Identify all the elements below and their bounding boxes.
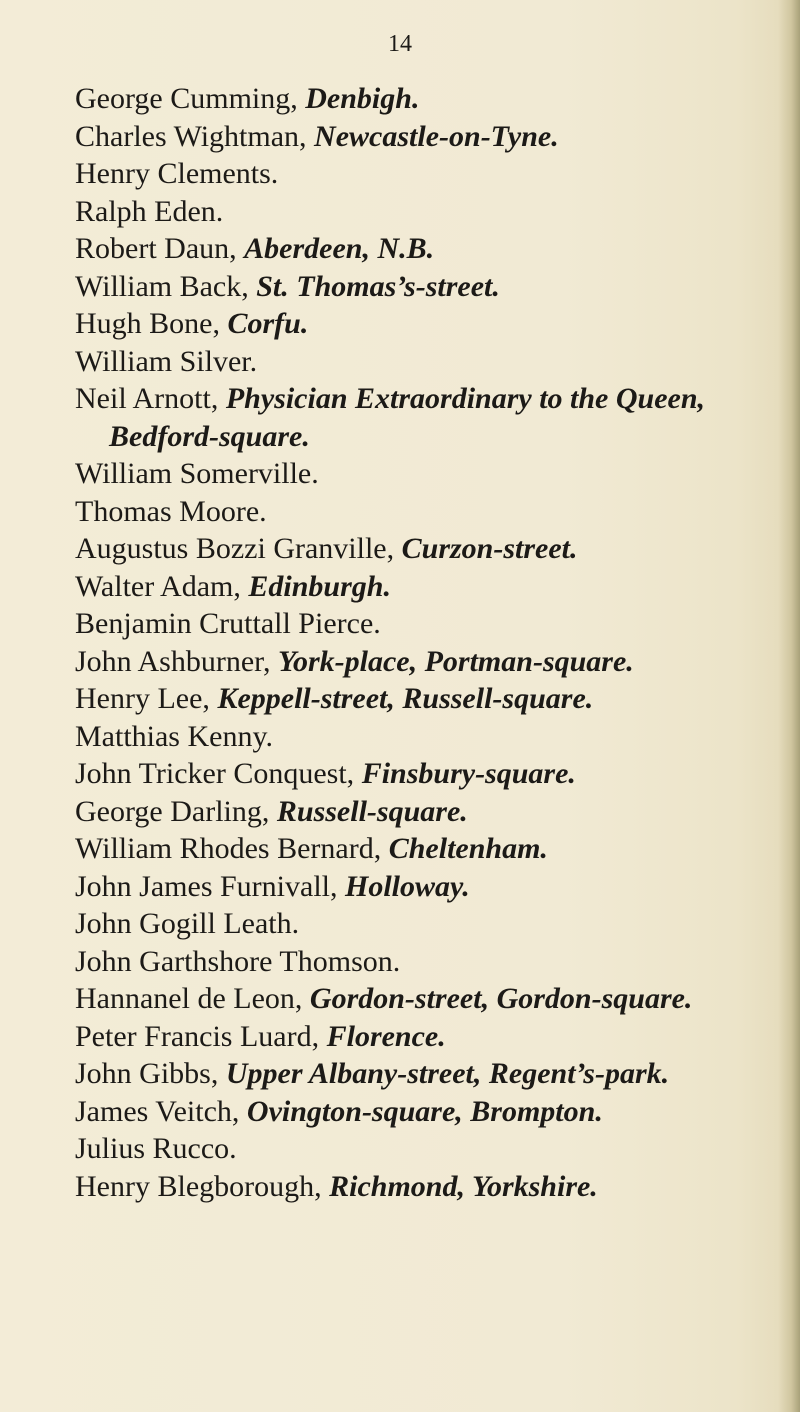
page-number: 14 — [388, 31, 412, 57]
list-item — [75, 755, 775, 793]
entry-place: Edinburgh. — [248, 569, 391, 603]
list-item — [75, 793, 775, 831]
entry-name: William Silver. — [75, 344, 258, 378]
entry-place: Cheltenham. — [388, 832, 548, 865]
entry-name: John Garthshore Thomson. — [75, 944, 401, 978]
list-item — [75, 305, 775, 343]
list-item — [75, 605, 775, 643]
list-item — [75, 193, 775, 231]
entry-name: Peter Francis Luard, — [75, 1019, 320, 1053]
list-item — [75, 493, 775, 531]
list-item — [75, 1130, 775, 1168]
entry-place: Keppell-street, Russell-square. — [217, 682, 594, 715]
entry-name: James Veitch, — [75, 1094, 240, 1128]
list-item — [75, 1018, 775, 1056]
list-item — [75, 943, 775, 981]
entry-name: Benjamin Cruttall Pierce. — [75, 607, 381, 640]
entry-place: Finsbury-square. — [361, 757, 576, 790]
list-item — [75, 380, 775, 455]
entry-name: Augustus Bozzi Granville, — [75, 532, 395, 565]
entry-name: Hugh Bone, — [75, 307, 220, 340]
list-item — [75, 830, 775, 868]
entry-place: Curzon-street. — [401, 532, 578, 565]
entry-name: John James Furnivall, — [75, 869, 338, 903]
list-item — [75, 455, 775, 493]
list-item — [75, 980, 775, 1018]
list-item — [75, 1168, 775, 1206]
entry-name: John Ashburner, — [75, 644, 271, 678]
list-item — [75, 343, 775, 381]
list-item — [75, 1055, 775, 1093]
entry-place: Florence. — [326, 1019, 446, 1053]
list-item — [75, 268, 775, 306]
entry-name: Ralph Eden. — [75, 194, 224, 228]
entry-place: Newcastle-on-Tyne. — [314, 119, 559, 153]
entry-place: Upper Albany-street, Regent’s-park. — [225, 1057, 670, 1090]
entry-name: George Cumming, — [75, 82, 298, 115]
page-edge-shadow — [778, 0, 800, 1412]
list-item — [75, 530, 775, 568]
entry-name: Robert Daun, — [75, 232, 237, 265]
entry-name: Walter Adam, — [75, 569, 241, 603]
entry-place: York-place, Portman-square. — [277, 644, 634, 678]
list-item — [75, 1093, 775, 1131]
entry-name: John Gibbs, — [75, 1057, 219, 1090]
entry-name: Henry Blegborough, — [75, 1169, 322, 1203]
entry-place: Physician Extraordinary to the Queen, Bedford-square. — [109, 382, 706, 453]
entry-name: Matthias Kenny. — [75, 719, 274, 753]
list-item — [75, 230, 775, 268]
entry-name: Hannanel de Leon, — [75, 982, 303, 1015]
entry-name: Julius Rucco. — [75, 1132, 237, 1165]
list-item — [75, 905, 775, 943]
entry-name: Henry Lee, — [75, 682, 210, 715]
list-item — [75, 718, 775, 756]
list-item — [75, 118, 775, 156]
entry-list — [75, 80, 775, 1205]
entry-name: William Back, — [75, 269, 249, 303]
entry-place: Russell-square. — [276, 794, 468, 828]
entry-place: Holloway. — [345, 869, 470, 903]
entry-name: Thomas Moore. — [75, 494, 267, 528]
entry-name: Henry Clements. — [75, 157, 279, 190]
entry-place: Denbigh. — [305, 82, 420, 115]
entry-place: Ovington-square, Brompton. — [246, 1094, 603, 1128]
entry-name: William Somerville. — [75, 457, 319, 490]
entry-name: Neil Arnott, — [75, 382, 219, 415]
entry-name: George Darling, — [75, 794, 270, 828]
entry-place: Gordon-street, Gordon-square. — [309, 982, 693, 1015]
list-item — [75, 868, 775, 906]
list-item — [75, 568, 775, 606]
list-item — [75, 155, 775, 193]
entry-name: John Tricker Conquest, — [75, 757, 355, 790]
entry-name: John Gogill Leath. — [75, 907, 300, 940]
list-item — [75, 643, 775, 681]
entry-place: Aberdeen, N.B. — [244, 232, 435, 265]
entry-place: Richmond, Yorkshire. — [329, 1169, 598, 1203]
entry-place: Corfu. — [227, 307, 309, 340]
list-item — [75, 680, 775, 718]
entry-place: St. Thomas’s-street. — [256, 269, 500, 303]
entry-name: William Rhodes Bernard, — [75, 832, 382, 865]
list-item — [75, 80, 775, 118]
entry-name: Charles Wightman, — [75, 119, 307, 153]
